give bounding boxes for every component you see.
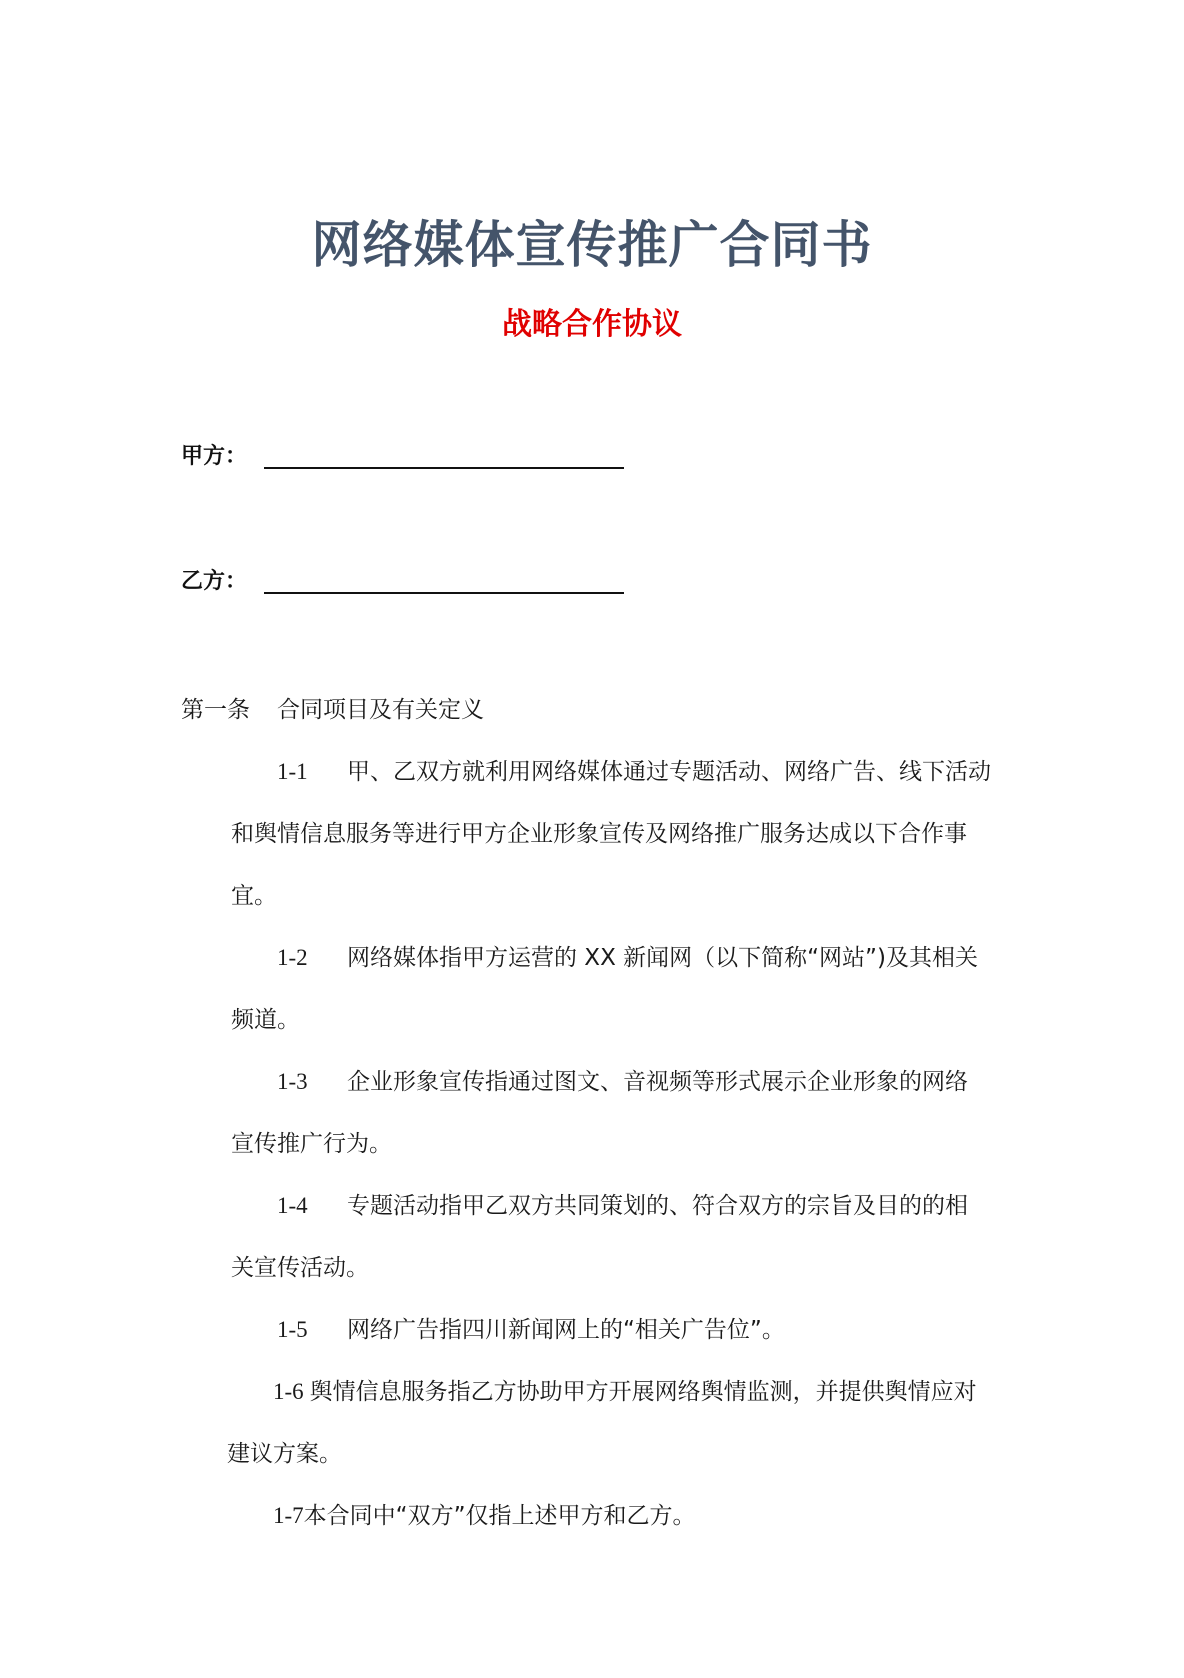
article-1-label: 第一条 xyxy=(181,697,250,723)
clause-1-4-number: 1-4 xyxy=(277,1193,308,1218)
clause-1-7-number: 1-7 xyxy=(273,1503,304,1528)
clause-1-5-text: 网络广告指四川新闻网上的“相关广告位”。 xyxy=(347,1317,785,1343)
party-b-label: 乙方： xyxy=(181,569,248,594)
clause-1-3-line-1 xyxy=(277,1066,968,1098)
clause-1-6-number: 1-6 xyxy=(273,1379,304,1404)
party-a-label: 甲方： xyxy=(181,444,248,469)
article-1-title: 合同项目及有关定义 xyxy=(277,697,484,723)
clause-1-3-number: 1-3 xyxy=(277,1069,308,1094)
clause-1-5-number: 1-5 xyxy=(277,1317,308,1342)
clause-1-5-line-1 xyxy=(277,1314,785,1346)
clause-1-3-line-2: 宣传推广行为。 xyxy=(231,1131,392,1157)
clause-1-6-text: 舆情信息服务指乙方协助甲方开展网络舆情监测，并提供舆情应对 xyxy=(309,1379,977,1405)
document-title: 网络媒体宣传推广合同书 xyxy=(311,216,873,274)
clause-1-4-text: 专题活动指甲乙双方共同策划的、符合双方的宗旨及目的的相 xyxy=(347,1193,968,1219)
clause-1-2-number: 1-2 xyxy=(277,945,308,970)
clause-1-2-text: 网络媒体指甲方运营的 XX 新闻网（以下简称“网站”)及其相关 xyxy=(347,945,978,971)
clause-1-4-line-2: 关宣传活动。 xyxy=(231,1255,369,1281)
clause-1-1-line-3: 宜。 xyxy=(231,883,277,909)
clause-1-7-line-1 xyxy=(273,1500,696,1532)
party-b-blank-line xyxy=(264,592,624,594)
clause-1-1-line-2: 和舆情信息服务等进行甲方企业形象宣传及网络推广服务达成以下合作事 xyxy=(231,821,967,847)
clause-1-3-text: 企业形象宣传指通过图文、音视频等形式展示企业形象的网络 xyxy=(347,1069,968,1095)
clause-1-2-line-2: 频道。 xyxy=(231,1007,300,1033)
clause-1-4-line-1 xyxy=(277,1190,968,1222)
clause-1-1-number: 1-1 xyxy=(277,759,308,784)
clause-1-7-text: 本合同中“双方”仅指上述甲方和乙方。 xyxy=(303,1503,696,1529)
party-a-blank-line xyxy=(264,467,624,469)
clause-1-1-line-1 xyxy=(277,756,991,788)
article-1-heading xyxy=(181,694,484,726)
clause-1-6-line-1 xyxy=(273,1376,977,1408)
clause-1-2-line-1 xyxy=(277,942,978,974)
clause-1-6-line-2: 建议方案。 xyxy=(227,1441,342,1467)
document-subtitle: 战略合作协议 xyxy=(502,307,682,342)
clause-1-1-text: 甲、乙双方就利用网络媒体通过专题活动、网络广告、线下活动 xyxy=(347,759,991,785)
